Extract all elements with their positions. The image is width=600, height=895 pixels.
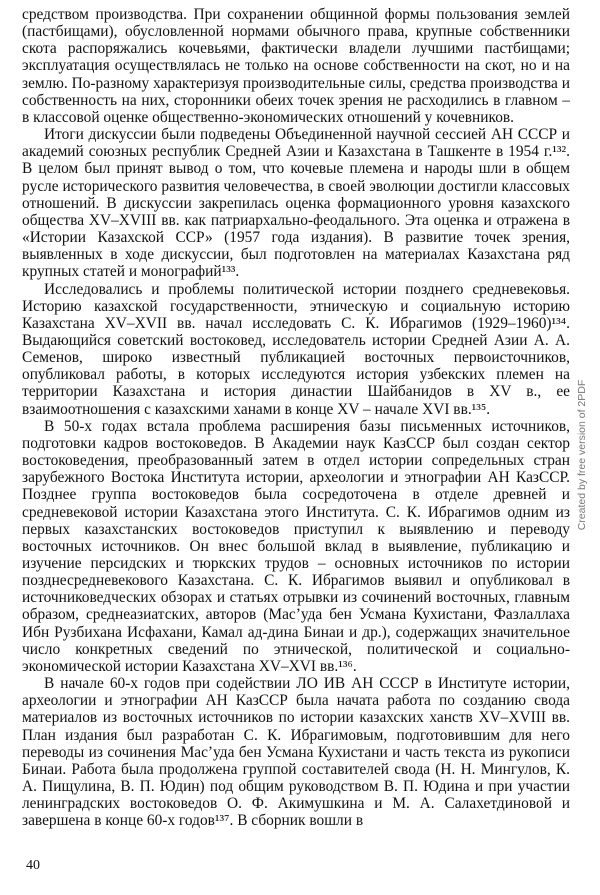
paragraph: Итоги дискуссии были подведены Объединенной научной сессией АН СССР и академий союзных республик Средней Азии и Казахстана в Ташкенте в 1954 г.¹³². В целом был принят вывод о том, что кочевые племена и народы шли в общем русле исторического развития человечества, в своей эволюции достигли классовых отношений. В дискуссии закрепилась оценка формационного уровня казахского общества XV–XVIII вв. как патриархально-феодального. Эта оценка и отражена в «Истории Казахской ССР» (1957 года издания). В развитие точек зрения, выявленных в ходе дискуссии, был подготовлен на материалах Казахстана ряд крупных статей и монографий¹³³. (22, 126, 570, 281)
watermark: Created by free version of 2PDF (576, 379, 588, 531)
paragraph: В 50-х годах встала проблема расширения базы письменных источников, подготовки кадров востоковедов. В Академии наук КазССР был создан сектор востоковедения, преобразованный затем в отдел истории сопредельных стран зарубежного Востока Института истории, археологии и этнографии АН КазССР. Позднее группа востоковедов была сосредоточена в отделе древней и средневековой истории Казахстана этого Института. С. К. Ибрагимов одним из первых казахстанских востоковедов приступил к выявлению и переводу восточных источников. Он внес большой вклад в выявление, публикацию и изучение персидских и тюркских трудов – основных источников по истории позднесредневекового Казахстана. С. К. Ибрагимов выявил и опубликовал в источниковедческих обзорах и статьях отрывки из сочинений восточных, главным образом, среднеазиатских, авторов (Мас’уда бен Усмана Кухистани, Фазлаллаха Ибн Рузбихана Исфахани, Камал ад-дина Бинаи и др.), содержащих значительное число конкретных сведений по этнической, политической и социально-экономической истории Казахстана XV–XVI вв.¹³⁶. (22, 417, 570, 675)
page-body (22, 6, 570, 830)
paragraph: В начале 60-х годов при содействии ЛО ИВ АН СССР в Институте истории, археологии и этнографии АН КазССР была начата работа по созданию свода материалов из восточных источников по истории казахских ханств XV–XVIII вв. План издания был разработан С. К. Ибрагимовым, подготовившим для него переводы из сочинения Мас’уда бен Усмана Кухистани и часть текста из рукописи Бинаи. Работа была продолжена группой составителей свода (Н. Н. Мингулов, К. А. Пищулина, В. П. Юдин) под общим руководством В. П. Юдина и при участии ленинградских востоковедов О. Ф. Акимушкина и М. А. Салахетдиновой и завершена в конце 60-х годов¹³⁷. В сборник вошли в (22, 675, 570, 830)
paragraph: Исследовались и проблемы политической истории позднего средневековья. Историю казахской государственности, этническую и социальную историю Казахстана XV–XVII вв. начал исследовать С. К. Ибрагимов (1929–1960)¹³⁴. Выдающийся советский востоковед, исследователь истории Средней Азии А. А. Семенов, широко известный публикацией восточных первоисточников, опубликовал работы, в которых исследуются история узбекских племен на территории Казахстана и история династии Шайбанидов в XV в., ее взаимоотношения с казахскими ханами в конце XV – начале XVI вв.¹³⁵. (22, 280, 570, 418)
paragraph: средством производства. При сохранении общинной формы пользования землей (пастбищами), обусловленной нормами обычного права, крупные собственники скота распоряжались кочевьями, фактически владели лучшими пастбищами; эксплуатация осуществлялась не только на основе собственности на скот, но и на землю. По-разному характеризуя производительные силы, средства производства и собственность на них, сторонники обеих точек зрения не расходились в главном – в классовой оценке общественно-экономических отношений у кочевников. (22, 6, 570, 126)
page-number: 40 (26, 858, 40, 873)
